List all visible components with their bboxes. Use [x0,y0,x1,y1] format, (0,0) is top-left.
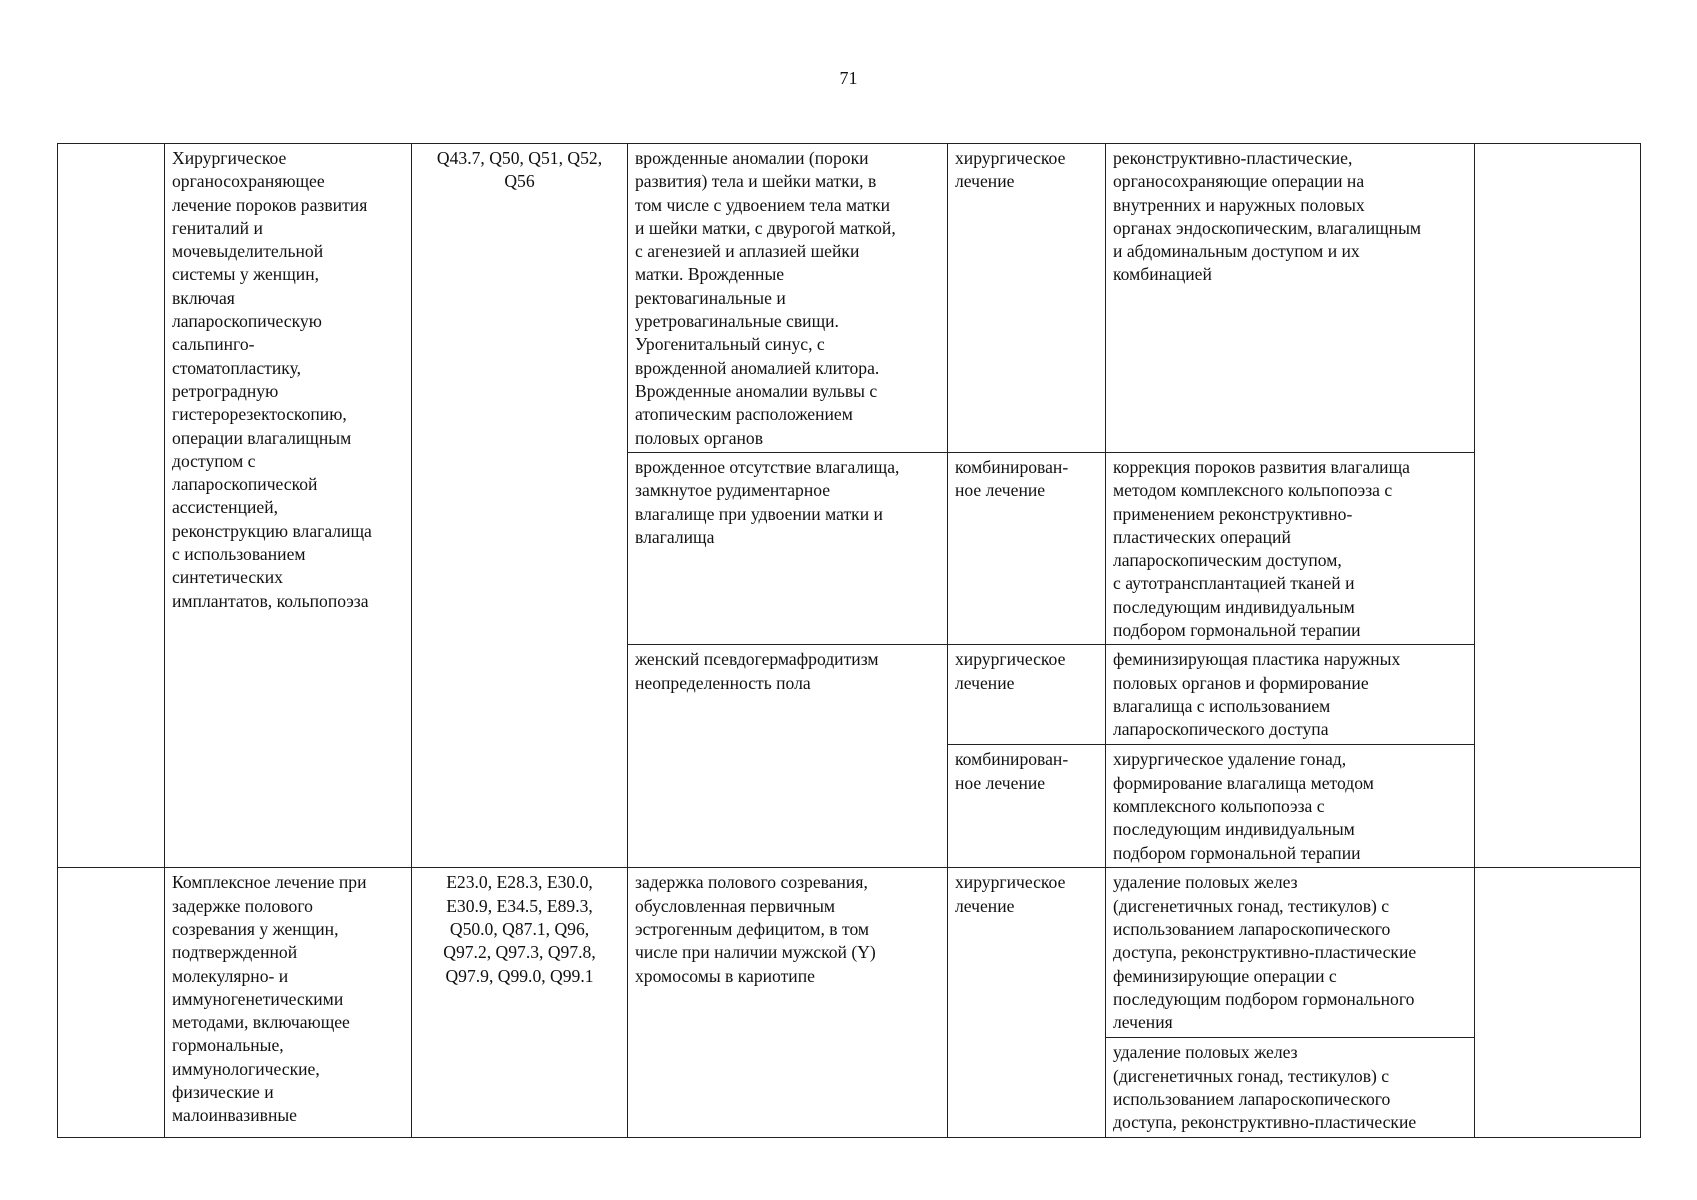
table-row [58,144,1641,453]
patient-model-cell: врожденное отсутствие влагалища, замкнутое рудиментарное влагалище при удвоении матки и влагалища [628,453,948,645]
treatment-name-cell: Хирургическое органосохраняющее лечение пороков развития гениталий и мочевыделительной системы у женщин, включая лапароскопическую сальпинго- стоматопластику, ретроградную гистерорезектоскопию, операции влагалищным доступом с лапароскопической ассистенцией, реконструкцию влагалища с использованием синтетических имплантатов, кольпопоэза [165,144,412,868]
treatment-type-cell: комбинирован- ное лечение [948,453,1106,645]
table-row [58,868,1641,1038]
medical-care-table [57,143,1641,1138]
treatment-method-cell: хирургическое удаление гонад, формирование влагалища методом комплексного кольпопоэза с последующим индивидуальным подбором гормональной терапии [1106,745,1475,868]
treatment-method-cell: удаление половых желез (дисгенетичных гонад, тестикулов) с использованием лапароскопического доступа, реконструктивно-пластические феминизирующие операции с последующим подбором гормонального лечения [1106,868,1475,1038]
page-number: 71 [839,68,858,88]
treatment-name-cell: Комплексное лечение при задержке полового созревания у женщин, подтвержденной молекулярно- и иммуногенетическими методами, включающее гормональные, иммунологические, физические и малоинвазивные [165,868,412,1138]
number-cell [58,868,165,1138]
treatment-type-cell: комбинирован- ное лечение [948,745,1106,868]
treatment-method-cell: феминизирующая пластика наружных половых органов и формирование влагалища с использованием лапароскопического доступа [1106,645,1475,745]
treatment-method-cell: удаление половых желез (дисгенетичных гонад, тестикулов) с использованием лапароскопического доступа, реконструктивно-пластические [1106,1038,1475,1138]
treatment-type-cell: хирургическое лечение [948,868,1106,1138]
patient-model-cell: задержка полового созревания, обусловленная первичным эстрогенным дефицитом, в том числе при наличии мужской (Y) хромосомы в кариотипе [628,868,948,1138]
treatment-method-cell: реконструктивно-пластические, органосохраняющие операции на внутренних и наружных половых органах эндоскопическим, влагалищным и абдоминальным доступом и их комбинацией [1106,144,1475,453]
treatment-type-cell: хирургическое лечение [948,645,1106,745]
number-cell [58,144,165,868]
treatment-type-cell: хирургическое лечение [948,144,1106,453]
cost-cell [1475,868,1641,1138]
icd-codes-cell: Q43.7, Q50, Q51, Q52, Q56 [412,144,628,868]
treatment-method-cell: коррекция пороков развития влагалища методом комплексного кольпопоэза с применением реконструктивно- пластических операций лапароскопическим доступом, с аутотрансплантацией тканей и последующим индивидуальным подбором гормональной терапии [1106,453,1475,645]
patient-model-cell: врожденные аномалии (пороки развития) тела и шейки матки, в том числе с удвоением тела матки и шейки матки, с двурогой маткой, с агенезией и аплазией шейки матки. Врожденные ректовагинальные и уретровагинальные свищи. Урогенитальный синус, с врожденной аномалией клитора. Врожденные аномалии вульвы с атопическим расположением половых органов [628,144,948,453]
patient-model-cell: женский псевдогермафродитизм неопределенность пола [628,645,948,868]
cost-cell [1475,144,1641,868]
icd-codes-cell: E23.0, E28.3, E30.0, E30.9, E34.5, E89.3, Q50.0, Q87.1, Q96, Q97.2, Q97.3, Q97.8, Q97.9, Q99.0, Q99.1 [412,868,628,1138]
